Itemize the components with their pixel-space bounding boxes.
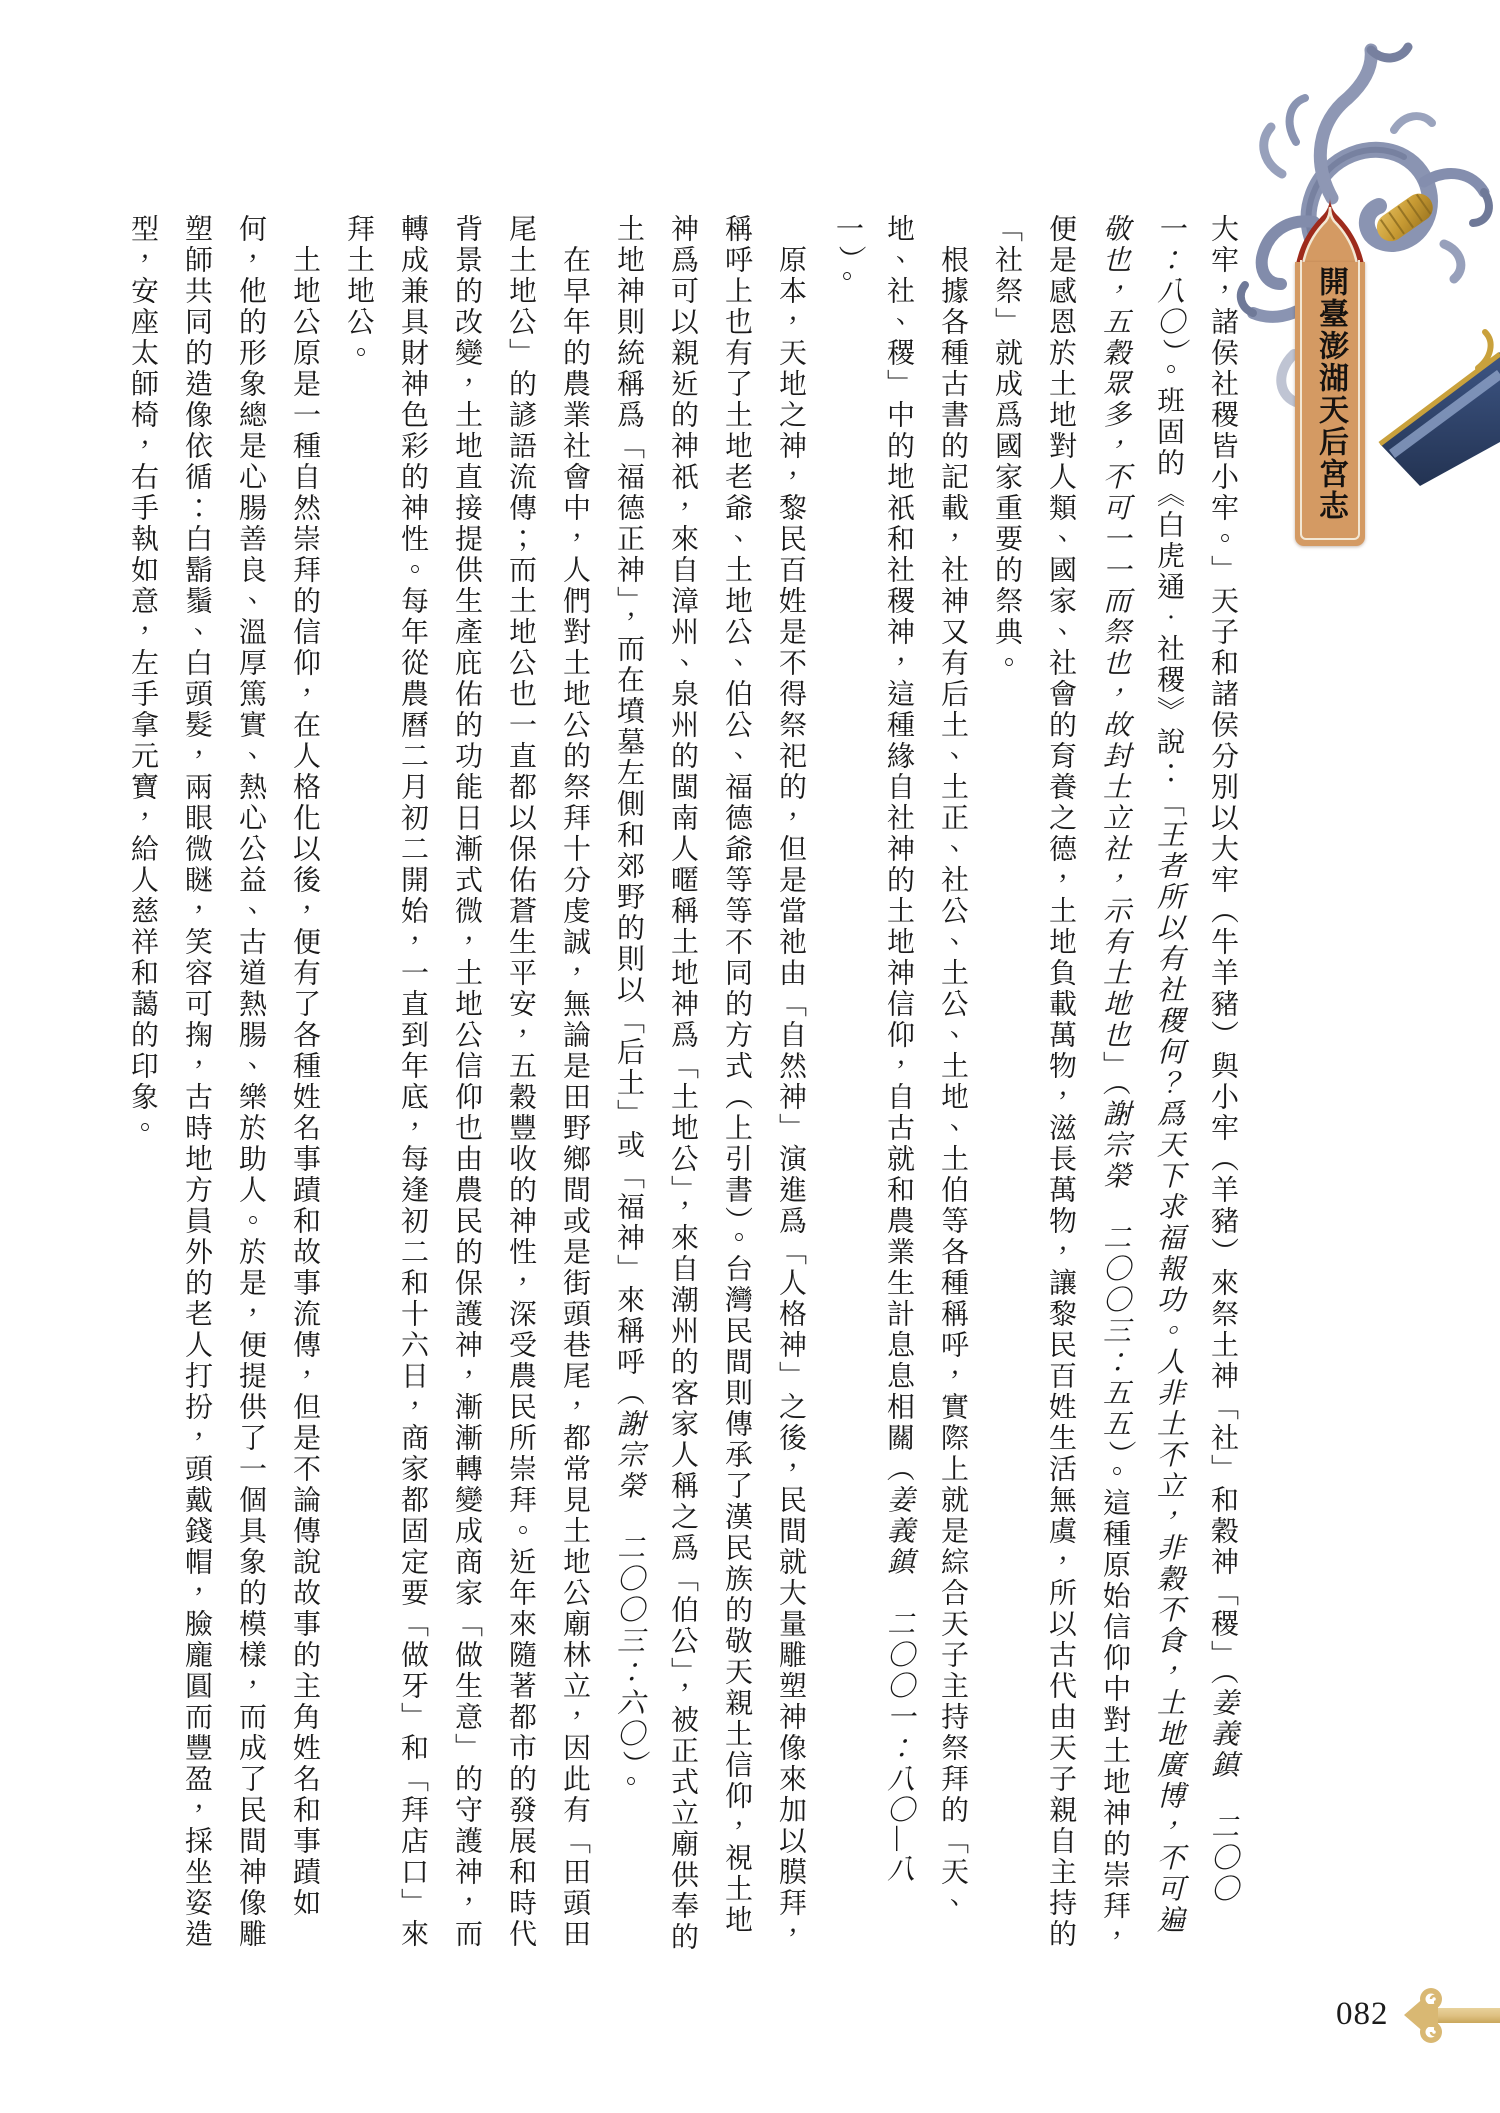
book-title: 開臺澎湖天后宮志: [1314, 266, 1347, 522]
text-run: 原本，天地之神，黎民百姓是不得祭祀的，但是當祂由「自然神」演進爲「人格神」之後，民間就大量雕塑神像來加以膜拜，稱呼上也有了土地老爺、土地公、伯公、福德爺等等不同的方式（上引書）。台灣民間則傳承了漢民族的敬天親土信仰，視土地神爲可以親近的神祇，來自漳州、泉州的閩南人暱稱土地神爲「土地公」，來自潮州的客家人稱之爲「伯公」，被正式立廟供奉的土地神則統稱爲「福德正神」，而在墳墓左側和郊野的則以「后土」或「福神」來稱呼: [613, 214, 806, 1953]
text-run: 根據各種古書的記載，社神又有后土、土正、社公、土公、土地、土伯等各種稱呼，實際上就是綜合天子主持祭拜的「天、地、社、稷」中的地祇和社稷神，這種緣自社神的土地神信仰，自古就和農業生計息息相關: [883, 214, 968, 1919]
classical-quote-run: （姜義鎮 二〇〇一：八〇）: [1153, 214, 1238, 1905]
banner-arch-icon: [1295, 198, 1365, 264]
paragraph: [115, 214, 331, 1954]
text-run: 大牢，諸侯社稷皆小牢。」天子和諸侯分別以大牢（牛羊豬）與小牢（羊豬）來祭土神「社」和穀神「稷」: [1207, 214, 1238, 1671]
classical-quote-run: （姜義鎮 二〇〇一：八〇—八一）: [829, 214, 914, 1885]
text-run: 。這種原始信仰中對土地神的崇拜，便是感恩於土地對人類、國家、社會的育養之德，土地負載萬物，滋長萬物，讓黎民百姓生活無虞，所以古代由天子親自主持的「社祭」就成爲國家重要的祭典。: [991, 214, 1130, 1953]
text-run: 」: [1099, 1051, 1130, 1082]
temple-roof-ornament-image: [1232, 22, 1500, 512]
ruyi-cloud-icon: [1400, 1984, 1500, 2048]
text-run: 。班固的《白虎通．社稷》說：「: [1153, 355, 1184, 820]
classical-quote-run: （謝宗榮 二〇〇三：六〇）: [613, 1378, 644, 1767]
page-number: 082: [1336, 1996, 1389, 2032]
paragraph: [817, 214, 979, 1954]
paragraph: [979, 214, 1249, 1954]
text-run: 。: [829, 262, 860, 293]
paragraph: [601, 214, 817, 1954]
text-run: 在早年的農業社會中，人們對土地公的祭拜十分虔誠，無論是田野鄉間或是街頭巷尾，都常見土地公廟林立，因此有「田頭田尾土地公」的諺語流傳；而土地公也一直都以保佑蒼生平安，五穀豐收的神性，深受農民所崇拜。近年來隨著都市的發展和時代背景的改變，土地直接提供生產庇佑的功能日漸式微，土地公信仰也由農民的保護神，漸漸轉變成商家「做生意」的守護神，而轉成兼具財神色彩的神性。每年從農曆二月初二開始，一直到年底，每逢初二和十六日，商家都固定要「做牙」和「拜店口」來拜土地公。: [343, 214, 590, 1950]
text-run: 。: [613, 1767, 644, 1798]
text-run: 土地公原是一種自然崇拜的信仰，在人格化以後，便有了各種姓名事蹟和故事流傳，但是不論傳說故事的主角姓名和事蹟如何，他的形象總是心腸善良、溫厚篤實、熱心公益、古道熱腸、樂於助人。於是，便提供了一個具象的模樣，而成了民間神像雕塑師共同的造像依循：白鬍鬚、白頭髮，兩眼微瞇，笑容可掬，古時地方員外的老人打扮，頭戴錢帽，臉龐圓而豐盈，採坐姿造型，安座太師椅，右手執如意，左手拿元寶，給人慈祥和藹的印象。: [127, 214, 320, 1950]
classical-quote-run: （謝宗榮 二〇〇三：五五）: [1099, 1082, 1130, 1457]
classical-quote-run: 王者所以有社稷何？爲天下求福報功。人非土不立，非穀不食，土地廣博，不可遍敬也，五穀眾多，不可一一而祭也，故封土立社，示有土地也: [1099, 214, 1184, 1936]
paragraph: [331, 214, 601, 1954]
book-title-banner: [1295, 262, 1365, 546]
article-body: [103, 214, 1249, 1954]
